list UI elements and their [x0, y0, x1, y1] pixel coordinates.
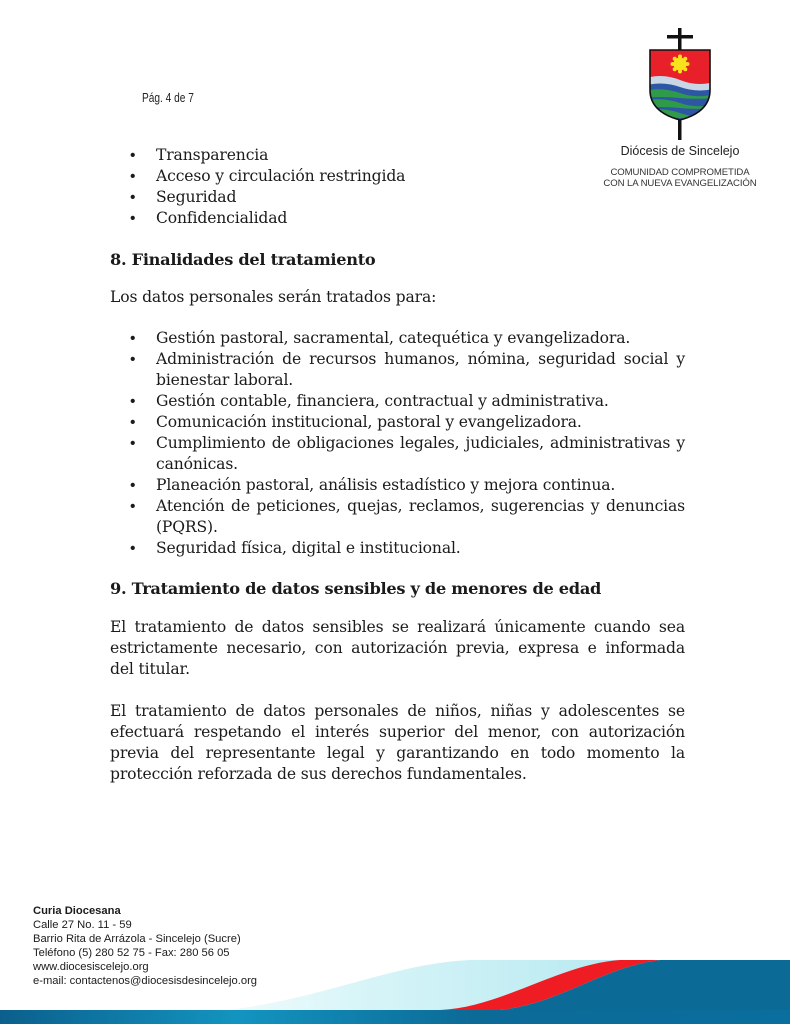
list-item: • Seguridad — [156, 187, 685, 208]
list-item: • Seguridad física, digital e institucional. — [156, 538, 685, 559]
page-number: Pág. 4 de 7 — [142, 90, 194, 105]
section-9-paragraph-1: El tratamiento de datos sensibles se realizará únicamente cuando sea estrictamente necesario, con autorización previa, expresa e informada del titular. — [110, 618, 685, 678]
section-8-intro: Los datos personales serán tratados para: — [110, 288, 437, 306]
slogan-line-2: CON LA NUEVA EVANGELIZACIÓN — [603, 178, 757, 189]
list-item: • Transparencia — [156, 145, 685, 166]
section-9-heading: 9. Tratamiento de datos sensibles y de menores de edad — [110, 579, 602, 598]
list-item: • Acceso y circulación restringida — [156, 166, 685, 187]
list-item: • Comunicación institucional, pastoral y evangelizadora. — [156, 412, 685, 433]
list-item: • Atención de peticiones, quejas, reclamos, sugerencias y denuncias (PQRS). — [156, 496, 685, 538]
diocese-shield-icon — [640, 28, 720, 140]
principles-list — [110, 145, 685, 229]
purposes-list — [110, 328, 685, 559]
slogan-line-1: COMUNIDAD COMPROMETIDA — [610, 167, 750, 178]
list-item: • Confidencialidad — [156, 208, 685, 229]
list-item: • Planeación pastoral, análisis estadístico y mejora continua. — [156, 475, 685, 496]
footer-email: e-mail: contactenos@diocesisdesincelejo.org — [33, 975, 258, 987]
footer-neighborhood: Barrio Rita de Arrázola - Sincelejo (Sucre) — [33, 933, 241, 945]
list-item: • Cumplimiento de obligaciones legales, judiciales, administrativas y canónicas. — [156, 433, 685, 475]
document-body — [110, 145, 685, 785]
footer-title: Curia Diocesana — [33, 905, 121, 917]
footer-website: www.diocesiscelejo.org — [33, 961, 149, 973]
footer-phone: Teléfono (5) 280 52 75 - Fax: 280 56 05 — [33, 947, 230, 959]
list-item: • Gestión pastoral, sacramental, catequética y evangelizadora. — [156, 328, 685, 349]
section-8-heading: 8. Finalidades del tratamiento — [110, 250, 376, 269]
footer-address: Calle 27 No. 11 - 59 — [33, 919, 132, 931]
list-item: • Administración de recursos humanos, nómina, seguridad social y bienestar laboral. — [156, 349, 685, 391]
section-9-paragraph-2: El tratamiento de datos personales de niños, niñas y adolescentes se efectuará respetando el interés superior del menor, con autorización previa del representante legal y garantizando en todo momento la protección reforzada de sus derechos fundamentales. — [110, 702, 685, 783]
list-item: • Gestión contable, financiera, contractual y administrativa. — [156, 391, 685, 412]
footer-wave-decoration — [0, 924, 790, 1024]
diocese-name: Diócesis de Sincelejo — [620, 144, 740, 158]
